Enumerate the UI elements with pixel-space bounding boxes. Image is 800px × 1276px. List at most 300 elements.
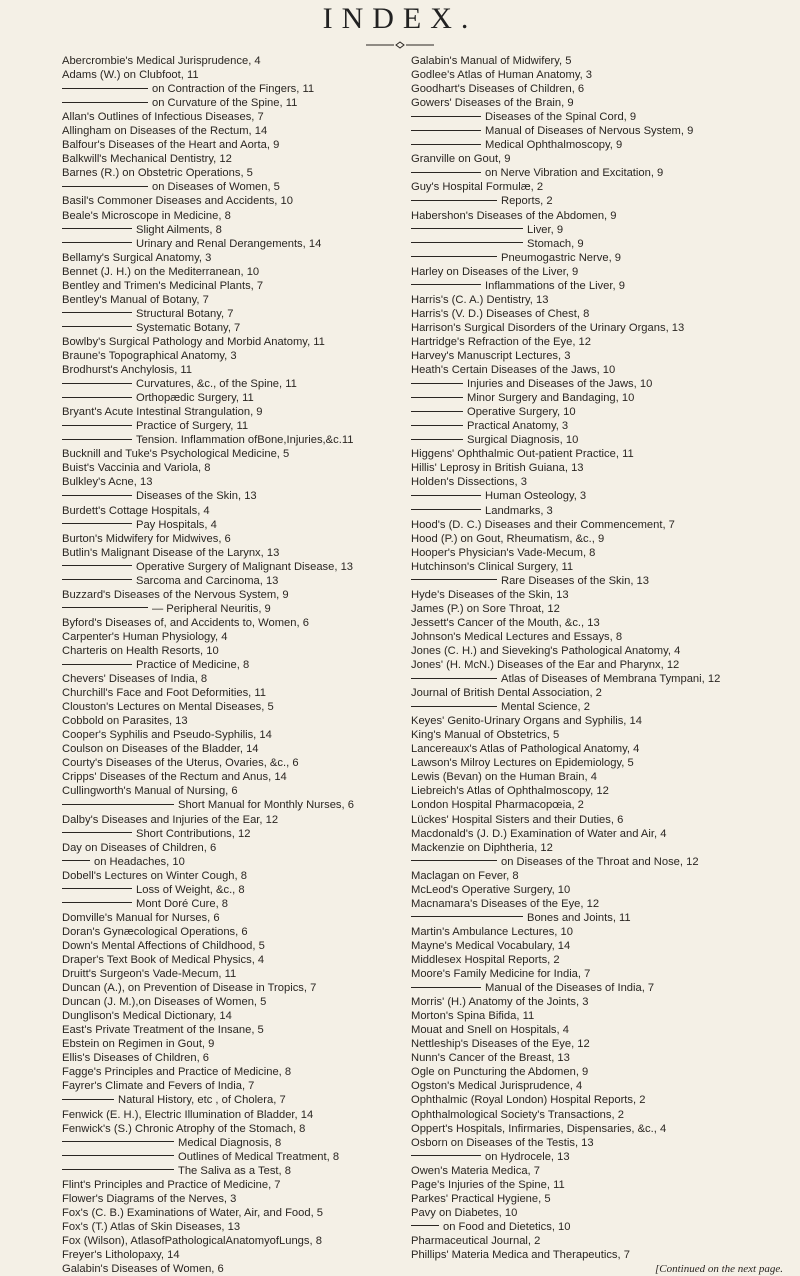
ditto-rule	[62, 242, 132, 243]
index-entry	[62, 1262, 400, 1276]
index-entry-text: on Diseases of the Throat and Nose, 12	[501, 855, 699, 868]
index-entry-text: Liver, 9	[527, 223, 564, 236]
index-entry-text: Domville's Manual for Nurses, 6	[62, 911, 220, 924]
ditto-rule	[62, 1141, 174, 1142]
index-entry	[411, 1093, 783, 1107]
index-entry-text: Fagge's Principles and Practice of Medicine, 8	[62, 1066, 292, 1079]
index-entry-text: Cripps' Diseases of the Rectum and Anus, 14	[62, 771, 287, 784]
index-entry-text: Lawson's Milroy Lectures on Epidemiology, 5	[411, 757, 634, 770]
index-entry	[411, 1220, 783, 1234]
index-entry-text: Inflammations of the Liver, 9	[485, 279, 625, 292]
ditto-rule	[411, 228, 523, 229]
ditto-rule	[62, 565, 132, 566]
index-entry	[62, 349, 400, 363]
index-entry-text: Down's Mental Affections of Childhood, 5	[62, 939, 265, 952]
index-entry-text: Pneumogastric Nerve, 9	[501, 251, 622, 264]
index-entry	[411, 841, 783, 855]
index-entry-text: Moore's Family Medicine for India, 7	[411, 968, 591, 981]
index-entry-text: Habershon's Diseases of the Abdomen, 9	[411, 209, 617, 222]
index-entry-text: Hutchinson's Clinical Surgery, 11	[411, 560, 574, 573]
index-entry	[411, 588, 783, 602]
index-entry-text: Ebstein on Regimen in Gout, 9	[62, 1038, 215, 1051]
index-entry	[411, 152, 783, 166]
index-entry	[62, 1206, 400, 1220]
index-entry-text: Basil's Commoner Diseases and Accidents, 10	[62, 195, 293, 208]
index-entry-text: Mackenzie on Diphtheria, 12	[411, 841, 553, 854]
index-entry	[411, 644, 783, 658]
index-entry	[62, 293, 400, 307]
index-entry	[62, 405, 400, 419]
index-entry	[62, 1009, 400, 1023]
index-entry-text: Fayrer's Climate and Fevers of India, 7	[62, 1080, 255, 1093]
index-entry-text: Oppert's Hospitals, Infirmaries, Dispensaries, &c., 4	[411, 1122, 667, 1135]
index-entry	[411, 616, 783, 630]
index-entry	[411, 532, 783, 546]
index-entry	[62, 391, 400, 405]
index-entry	[62, 1192, 400, 1206]
index-entry-text: Phillips' Materia Medica and Therapeutics, 7	[411, 1248, 630, 1261]
index-entry	[62, 110, 400, 124]
index-entry	[411, 391, 783, 405]
index-entry	[411, 504, 783, 518]
index-entry-text: on Headaches, 10	[94, 855, 185, 868]
ditto-rule	[411, 411, 463, 412]
index-entry-text: on Contraction of the Fingers, 11	[152, 83, 315, 96]
index-entry	[411, 194, 783, 208]
index-entry	[411, 82, 783, 96]
index-entry	[62, 897, 400, 911]
index-entry-text: Mont Doré Cure, 8	[136, 897, 229, 910]
index-entry-text: Surgical Diagnosis, 10	[467, 434, 579, 447]
index-entry	[62, 251, 400, 265]
index-entry-text: Byford's Diseases of, and Accidents to, Women, 6	[62, 616, 309, 629]
index-entry	[411, 1136, 783, 1150]
index-entry	[411, 1164, 783, 1178]
ditto-rule	[62, 832, 132, 833]
index-entry	[411, 869, 783, 883]
index-entry-text: Harris's (C. A.) Dentistry, 13	[411, 293, 549, 306]
index-entry-text: Buzzard's Diseases of the Nervous System, 9	[62, 588, 289, 601]
index-entry-text: Guy's Hospital Formulæ, 2	[411, 181, 544, 194]
index-entry	[411, 658, 783, 672]
index-entry	[411, 475, 783, 489]
index-entry-text: Morton's Spina Bifida, 11	[411, 1010, 535, 1023]
index-entry-text: Goodhart's Diseases of Children, 6	[411, 83, 585, 96]
index-entry-text: Burton's Midwifery for Midwives, 6	[62, 532, 231, 545]
index-entry-text: Churchill's Face and Foot Deformities, 11	[62, 687, 267, 700]
index-entry-text: Balkwill's Mechanical Dentistry, 12	[62, 153, 232, 166]
index-entry-text: Atlas of Diseases of Membrana Tympani, 12	[501, 673, 721, 686]
index-entry-text: Brodhurst's Anchylosis, 11	[62, 364, 193, 377]
index-entry-text: Ophthalmological Society's Transactions, 2	[411, 1108, 624, 1121]
index-entry	[62, 419, 400, 433]
index-entry-text: Diseases of the Skin, 13	[136, 490, 257, 503]
index-entry	[62, 616, 400, 630]
index-entry-text: Manual of Diseases of Nervous System, 9	[485, 125, 694, 138]
index-entry	[62, 827, 400, 841]
index-entry-text: Fenwick (E. H.), Electric Illumination of Bladder, 14	[62, 1108, 314, 1121]
index-entry-text: Harvey's Manuscript Lectures, 3	[411, 349, 571, 362]
index-entry-text: Balfour's Diseases of the Heart and Aorta, 9	[62, 139, 280, 152]
index-entry	[411, 1150, 783, 1164]
index-entry	[62, 1136, 400, 1150]
index-entry	[411, 237, 783, 251]
index-entry-text: London Hospital Pharmacopœia, 2	[411, 799, 584, 812]
index-entry-text: Hood's (D. C.) Diseases and their Commencement, 7	[411, 518, 675, 531]
index-entry	[62, 798, 400, 812]
ditto-rule	[411, 284, 481, 285]
index-entry	[411, 307, 783, 321]
index-entry-text: Practice of Surgery, 11	[136, 420, 249, 433]
index-entry-text: Landmarks, 3	[485, 504, 553, 517]
index-entry	[411, 1178, 783, 1192]
index-entry	[411, 349, 783, 363]
index-entry-text: Courty's Diseases of the Uterus, Ovaries, &c., 6	[62, 757, 299, 770]
index-entry-text: Hartridge's Refraction of the Eye, 12	[411, 335, 591, 348]
continued-note: [Continued on the next page.	[654, 1263, 783, 1276]
index-entry-text: Page's Injuries of the Spine, 11	[411, 1178, 565, 1191]
index-entry	[411, 672, 783, 686]
index-entry-text: Jones' (H. McN.) Diseases of the Ear and Pharynx, 12	[411, 659, 680, 672]
index-entry-text: Bennet (J. H.) on the Mediterranean, 10	[62, 265, 260, 278]
index-entry-text: Freyer's Litholopaxy, 14	[62, 1248, 180, 1261]
index-entry-text: on Food and Dietetics, 10	[443, 1220, 571, 1233]
index-entry-text: Natural History, etc , of Cholera, 7	[118, 1094, 286, 1107]
ditto-rule	[411, 495, 481, 496]
index-entry	[62, 335, 400, 349]
index-entry-text: Bulkley's Acne, 13	[62, 476, 153, 489]
index-entry	[62, 1023, 400, 1037]
index-entry-text: Nunn's Cancer of the Breast, 13	[411, 1052, 570, 1065]
ditto-rule	[62, 102, 148, 103]
index-entry-text: Granville on Gout, 9	[411, 153, 511, 166]
index-entry-text: Coulson on Diseases of the Bladder, 14	[62, 743, 259, 756]
index-entry	[62, 658, 400, 672]
index-entry-text: Cobbold on Parasites, 13	[62, 715, 188, 728]
index-entry-text: Ophthalmic (Royal London) Hospital Reports, 2	[411, 1094, 646, 1107]
index-entry	[411, 911, 783, 925]
index-entry	[62, 279, 400, 293]
index-entry	[62, 518, 400, 532]
index-entry	[62, 489, 400, 503]
index-entry-text: Stomach, 9	[527, 237, 584, 250]
index-entry	[411, 1037, 783, 1051]
ditto-rule	[62, 664, 132, 665]
index-entry-text: Mouat and Snell on Hospitals, 4	[411, 1024, 569, 1037]
index-entry-text: Lancereaux's Atlas of Pathological Anatomy, 4	[411, 743, 640, 756]
index-entry-text: Jones (C. H.) and Sieveking's Pathological Anatomy, 4	[411, 644, 681, 657]
index-entry	[411, 335, 783, 349]
index-entry	[62, 672, 400, 686]
index-entry-text: Abercrombie's Medical Jurisprudence, 4	[62, 55, 261, 67]
index-entry	[62, 1220, 400, 1234]
index-entry	[411, 1009, 783, 1023]
index-entry-text: East's Private Treatment of the Insane, 5	[62, 1024, 264, 1037]
index-entry	[62, 1108, 400, 1122]
index-entry-text: on Hydrocele, 13	[485, 1150, 570, 1163]
index-entry-text: Osborn on Diseases of the Testis, 13	[411, 1136, 594, 1149]
index-entry	[62, 714, 400, 728]
index-entry	[62, 377, 400, 391]
index-entry	[62, 939, 400, 953]
index-entry-text: Pavy on Diabetes, 10	[411, 1206, 518, 1219]
index-entry	[62, 1164, 400, 1178]
index-entry	[62, 1122, 400, 1136]
index-entry-text: Carpenter's Human Physiology, 4	[62, 630, 228, 643]
index-entry-text: Draper's Text Book of Medical Physics, 4	[62, 954, 265, 966]
ditto-rule	[411, 860, 497, 861]
index-entry-text: Hillis' Leprosy in British Guiana, 13	[411, 462, 584, 475]
index-entry-text: Lückes' Hospital Sisters and their Duties, 6	[411, 813, 624, 826]
index-entry-text: Doran's Gynæcological Operations, 6	[62, 925, 248, 938]
index-entry	[62, 363, 400, 377]
index-entry	[62, 237, 400, 251]
index-entry	[411, 293, 783, 307]
ditto-rule	[411, 509, 481, 510]
index-entry-text: Sarcoma and Carcinoma, 13	[136, 574, 279, 587]
index-entry-text: Dobell's Lectures on Winter Cough, 8	[62, 869, 247, 882]
index-entry-text: Galabin's Diseases of Women, 6	[62, 1263, 224, 1276]
ditto-rule	[411, 256, 497, 257]
index-entry	[62, 124, 400, 138]
index-entry-text: Holden's Dissections, 3	[411, 476, 527, 489]
index-entry	[411, 686, 783, 700]
ditto-rule	[62, 1099, 114, 1100]
index-entry-text: Pharmaceutical Journal, 2	[411, 1234, 541, 1247]
index-entry	[411, 784, 783, 798]
ditto-rule	[411, 130, 481, 131]
index-entry	[411, 630, 783, 644]
index-entry-text: Mayne's Medical Vocabulary, 14	[411, 939, 571, 952]
ditto-rule	[411, 1155, 481, 1156]
index-entry-text: Clouston's Lectures on Mental Diseases, 5	[62, 701, 274, 714]
index-entry	[62, 166, 400, 180]
index-entry	[411, 827, 783, 841]
index-entry-text: Ellis's Diseases of Children, 6	[62, 1052, 210, 1065]
index-entry-text: Outlines of Medical Treatment, 8	[178, 1150, 340, 1163]
index-entry	[62, 630, 400, 644]
index-entry	[62, 995, 400, 1009]
index-entry-text: Fox's (C. B.) Examinations of Water, Air, and Food, 5	[62, 1206, 324, 1219]
index-entry	[62, 180, 400, 194]
index-entry	[411, 433, 783, 447]
index-entry-text: Bryant's Acute Intestinal Strangulation, 9	[62, 406, 263, 419]
index-entry-text: Nettleship's Diseases of the Eye, 12	[411, 1038, 590, 1051]
index-entry	[411, 1192, 783, 1206]
index-entry	[411, 742, 783, 756]
index-entry	[411, 1051, 783, 1065]
index-entry-text: Bentley and Trimen's Medicinal Plants, 7	[62, 279, 264, 292]
ditto-rule	[62, 860, 90, 861]
index-entry-text: on Nerve Vibration and Excitation, 9	[485, 167, 664, 180]
index-entry-text: Buist's Vaccinia and Variola, 8	[62, 462, 211, 475]
index-entry	[411, 813, 783, 827]
index-entry	[411, 1122, 783, 1136]
index-entry-text: Manual of the Diseases of India, 7	[485, 982, 655, 995]
index-entry-text: Short Contributions, 12	[136, 827, 251, 840]
index-entry	[62, 152, 400, 166]
index-entry	[62, 911, 400, 925]
index-entry-text: Duncan (J. M.),on Diseases of Women, 5	[62, 996, 267, 1009]
left-column	[62, 54, 400, 1276]
ditto-rule	[62, 1169, 174, 1170]
ditto-rule	[411, 678, 497, 679]
index-entry-text: Parkes' Practical Hygiene, 5	[411, 1192, 551, 1205]
right-column	[411, 54, 783, 1276]
index-entry	[62, 546, 400, 560]
index-entry	[411, 138, 783, 152]
index-entry-text: Charteris on Health Resorts, 10	[62, 644, 219, 657]
index-entry	[62, 855, 400, 869]
index-entry-text: on Diseases of Women, 5	[152, 181, 280, 194]
index-entry	[411, 925, 783, 939]
index-entry-text: Higgens' Ophthalmic Out-patient Practice, 11	[411, 448, 634, 461]
index-entry-text: Bowlby's Surgical Pathology and Morbid Anatomy, 11	[62, 335, 325, 348]
index-entry	[62, 953, 400, 967]
index-entry-text: Johnson's Medical Lectures and Essays, 8	[411, 630, 623, 643]
ditto-rule	[411, 144, 481, 145]
index-entry-text: Morris' (H.) Anatomy of the Joints, 3	[411, 996, 589, 1009]
index-entry-text: King's Manual of Obstetrics, 5	[411, 729, 560, 742]
index-entry	[411, 1079, 783, 1093]
ditto-rule	[411, 987, 481, 988]
index-entry	[411, 967, 783, 981]
index-entry	[62, 869, 400, 883]
index-entry-text: McLeod's Operative Surgery, 10	[411, 883, 571, 896]
index-entry-text: Beale's Microscope in Medicine, 8	[62, 209, 231, 222]
index-entry	[411, 953, 783, 967]
ditto-rule	[62, 439, 132, 440]
index-entry	[411, 546, 783, 560]
index-entry	[411, 321, 783, 335]
index-entry-text: Hooper's Physician's Vade-Mecum, 8	[411, 546, 596, 559]
index-entry-text: Human Osteology, 3	[485, 490, 587, 503]
index-entry-text: Harris's (V. D.) Diseases of Chest, 8	[411, 307, 590, 320]
index-entry	[411, 981, 783, 995]
ditto-rule	[62, 579, 132, 580]
ditto-rule	[411, 172, 481, 173]
ditto-rule	[62, 312, 132, 313]
index-entry	[411, 1206, 783, 1220]
index-entry-text: — Peripheral Neuritis, 9	[152, 602, 271, 615]
index-entry	[62, 770, 400, 784]
index-entry	[411, 447, 783, 461]
index-entry	[411, 518, 783, 532]
index-entry	[411, 209, 783, 223]
index-entry-text: Harley on Diseases of the Liver, 9	[411, 265, 579, 278]
index-entry	[411, 770, 783, 784]
index-entry-text: Dunglison's Medical Dictionary, 14	[62, 1010, 232, 1023]
index-entry	[411, 489, 783, 503]
index-entry	[411, 855, 783, 869]
index-entry	[62, 223, 400, 237]
index-entry	[62, 461, 400, 475]
index-entry	[411, 995, 783, 1009]
ditto-rule	[62, 186, 148, 187]
index-entry-text: Middlesex Hospital Reports, 2	[411, 954, 560, 966]
index-entry-text: Rare Diseases of the Skin, 13	[501, 574, 649, 587]
index-entry	[411, 54, 783, 68]
index-entry	[411, 180, 783, 194]
index-entry	[62, 307, 400, 321]
ditto-rule	[411, 200, 497, 201]
ditto-rule	[62, 228, 132, 229]
index-entry	[62, 560, 400, 574]
index-entry	[62, 602, 400, 616]
index-entry	[411, 223, 783, 237]
index-entry-text: Bellamy's Surgical Anatomy, 3	[62, 251, 212, 264]
index-entry	[411, 124, 783, 138]
index-entry	[62, 981, 400, 995]
index-entry	[62, 644, 400, 658]
index-entry	[411, 279, 783, 293]
index-entry-text: Day on Diseases of Children, 6	[62, 841, 217, 854]
ditto-rule	[62, 326, 132, 327]
index-entry	[411, 1065, 783, 1079]
index-entry	[411, 756, 783, 770]
index-entry	[62, 756, 400, 770]
ditto-rule	[62, 888, 132, 889]
page-title: INDEX.	[322, 2, 478, 35]
index-entry	[62, 1093, 400, 1107]
index-entry-text: Diseases of the Spinal Cord, 9	[485, 111, 637, 124]
index-entry-text: Loss of Weight, &c., 8	[136, 883, 245, 896]
index-entry	[62, 265, 400, 279]
index-entry	[62, 54, 400, 68]
index-entry-text: Burdett's Cottage Hospitals, 4	[62, 504, 210, 517]
index-entry	[62, 700, 400, 714]
index-entry-text: Flower's Diagrams of the Nerves, 3	[62, 1192, 237, 1205]
index-entry	[62, 813, 400, 827]
ditto-rule	[411, 425, 463, 426]
index-entry	[62, 433, 400, 447]
ditto-rule	[411, 1225, 439, 1226]
index-entry-text: Owen's Materia Medica, 7	[411, 1164, 540, 1177]
index-entry-text: Curvatures, &c., of the Spine, 11	[136, 378, 297, 391]
ditto-rule	[411, 439, 463, 440]
index-entry	[62, 742, 400, 756]
index-entry	[62, 588, 400, 602]
ditto-rule	[62, 804, 174, 805]
index-entry-text: Bones and Joints, 11	[527, 911, 631, 924]
ditto-rule	[411, 706, 497, 707]
index-entry	[62, 194, 400, 208]
index-entry-text: Lewis (Bevan) on the Human Brain, 4	[411, 771, 597, 784]
index-entry	[411, 714, 783, 728]
index-entry	[411, 405, 783, 419]
index-entry-text: Slight Ailments, 8	[136, 223, 222, 236]
index-entry	[411, 897, 783, 911]
index-entry-text: Practical Anatomy, 3	[467, 420, 569, 433]
ditto-rule	[411, 579, 497, 580]
ditto-rule	[411, 242, 523, 243]
index-entry-text: Fenwick's (S.) Chronic Atrophy of the Stomach, 8	[62, 1122, 306, 1135]
index-entry	[411, 68, 783, 82]
index-entry	[62, 82, 400, 96]
index-entry	[411, 560, 783, 574]
index-entry-text: Heath's Certain Diseases of the Jaws, 10	[411, 364, 616, 377]
index-entry	[62, 1037, 400, 1051]
index-entry-text: Chevers' Diseases of India, 8	[62, 673, 208, 686]
index-entry-text: on Curvature of the Spine, 11	[152, 97, 298, 110]
index-entry-text: Urinary and Renal Derangements, 14	[136, 237, 322, 250]
index-entry-text: Bucknill and Tuke's Psychological Medicine, 5	[62, 448, 290, 461]
index-entry	[62, 728, 400, 742]
index-entry-text: Druitt's Surgeon's Vade-Mecum, 11	[62, 968, 237, 981]
index-entry-text: Practice of Medicine, 8	[136, 659, 250, 672]
index-entry-text: Short Manual for Monthly Nurses, 6	[178, 799, 354, 812]
index-entry-text: Structural Botany, 7	[136, 307, 234, 320]
